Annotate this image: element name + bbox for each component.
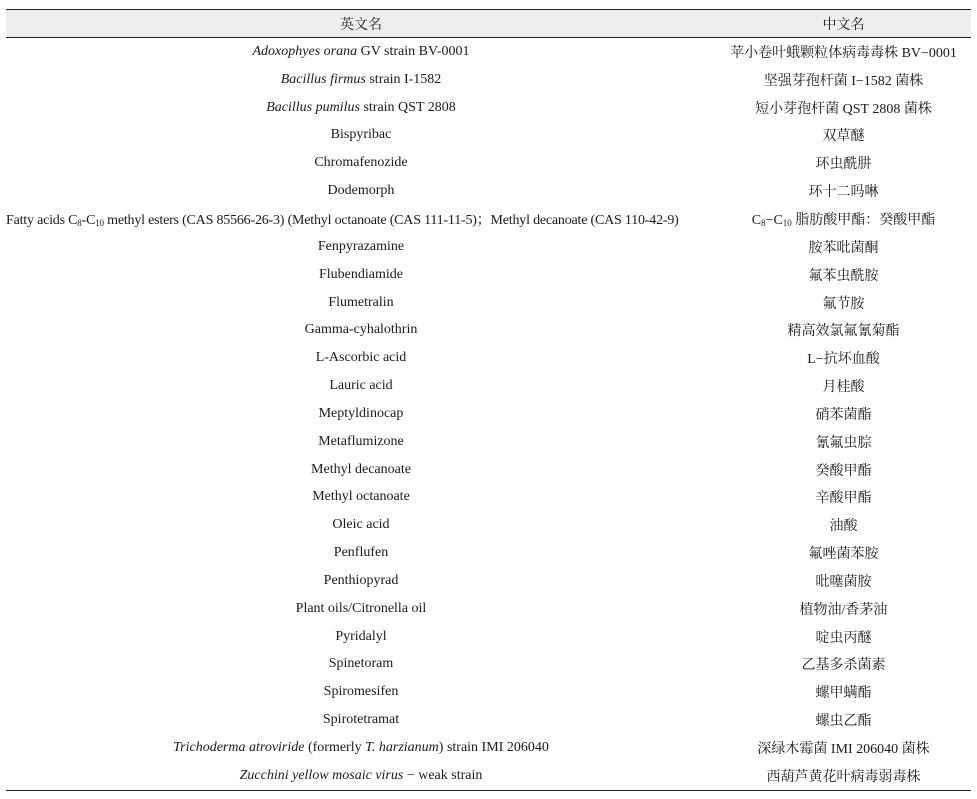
chinese-name-text: 植物油/香茅油: [799, 602, 888, 618]
english-name-cell: [6, 183, 716, 199]
english-name-cell: [6, 155, 716, 171]
chinese-name-cell: [716, 654, 971, 674]
english-name-cell: [6, 712, 716, 728]
english-name-cell: [6, 768, 716, 784]
table-row: [6, 122, 971, 150]
english-name-text: Penflufen: [333, 545, 389, 561]
table-row: [6, 678, 971, 706]
chinese-name-text: 坚强芽孢杆菌 I−1582 菌株: [763, 73, 924, 89]
chinese-name-text: 双草醚: [822, 129, 865, 145]
english-name-text: strain QST 2808: [359, 99, 456, 115]
english-name-text: Gamma-cyhalothrin: [304, 322, 418, 338]
table-row: [6, 706, 971, 734]
table-row: [6, 38, 971, 66]
chinese-name-cell: [716, 710, 971, 730]
table-row: [6, 511, 971, 539]
table-bottom-rule: [6, 790, 971, 791]
table-header-row: [6, 10, 971, 37]
subscript: 8: [761, 217, 766, 228]
english-name-text: Plant oils/Citronella oil: [295, 600, 427, 616]
english-name-cell: [6, 322, 716, 338]
chinese-name-text: 螺甲螨酯: [815, 686, 872, 702]
english-name-cell: [6, 44, 716, 60]
english-name-italic: Bacillus pumilus: [266, 99, 360, 115]
english-name-text: Chromafenozide: [314, 155, 408, 171]
chinese-name-cell: [716, 599, 971, 619]
table-body: [6, 38, 971, 790]
chinese-name-text: 癸酸甲酯: [815, 463, 872, 479]
table-row: [6, 289, 971, 317]
table-row: [6, 762, 971, 790]
english-name-cell: [6, 239, 716, 255]
english-name-italic: Adoxophyes orana: [252, 43, 358, 59]
chinese-name-text: 环虫酰肼: [815, 157, 872, 173]
chinese-name-cell: [716, 487, 971, 507]
english-name-text: Metaflumizone: [318, 433, 404, 449]
english-name-text: Spirotetramat: [322, 712, 400, 728]
chinese-name-cell: [716, 376, 971, 396]
chinese-name-cell: [716, 320, 971, 340]
english-name-cell: [6, 629, 716, 645]
table-row: [6, 149, 971, 177]
english-name-text: -C: [81, 212, 96, 228]
chinese-name-text: 精高效氯氟氰菊酯: [787, 324, 900, 340]
chinese-name-text: L−抗坏血酸: [807, 352, 880, 368]
table-row: [6, 261, 971, 289]
english-name-text: Spiromesifen: [323, 684, 399, 700]
table-row: [6, 484, 971, 512]
english-name-cell: [6, 72, 716, 88]
chinese-name-cell: [716, 515, 971, 535]
subscript: 10: [782, 217, 792, 228]
chinese-name-cell: [716, 766, 971, 786]
english-name-text: Meptyldinocap: [318, 405, 404, 421]
english-name-cell: [6, 209, 716, 229]
chinese-name-text: 月桂酸: [822, 380, 865, 396]
chinese-name-text: 乙基多杀菌素: [801, 658, 886, 674]
english-name-cell: [6, 127, 716, 143]
chinese-name-text: 吡噻菌胺: [815, 574, 872, 590]
chinese-name-cell: [716, 153, 971, 173]
chinese-name-text: 胺苯吡菌酮: [808, 240, 879, 256]
chinese-name-text: 螺虫乙酯: [815, 714, 872, 730]
chinese-name-cell: [716, 209, 971, 229]
english-name-text: GV strain BV-0001: [357, 43, 470, 59]
english-name-text: Dodemorph: [327, 183, 395, 199]
english-name-cell: [6, 601, 716, 617]
table-row: [6, 734, 971, 762]
table-row: [6, 567, 971, 595]
chinese-name-text: 氟苯虫酰胺: [808, 268, 879, 284]
english-name-text: − weak strain: [403, 767, 483, 783]
chinese-name-cell: [716, 293, 971, 313]
chinese-name-cell: [716, 682, 971, 702]
chinese-name-text: 脂肪酸甲酯：癸酸甲酯: [791, 212, 936, 228]
english-name-text: Penthiopyrad: [323, 572, 399, 588]
english-name-text: Oleic acid: [332, 517, 390, 533]
english-name-text: Fatty acids C: [6, 212, 78, 228]
chinese-name-cell: [716, 738, 971, 758]
chinese-name-cell: [716, 404, 971, 424]
english-name-cell: [6, 406, 716, 422]
chinese-name-cell: [716, 571, 971, 591]
english-name-cell: [6, 462, 716, 478]
english-name-text: Bispyribac: [330, 127, 392, 143]
chinese-name-text: 短小芽孢杆菌 QST 2808 菌株: [755, 101, 932, 117]
table-row: [6, 372, 971, 400]
english-name-cell: [6, 684, 716, 700]
table-row: [6, 623, 971, 651]
chinese-name-cell: [716, 125, 971, 145]
table-row: [6, 651, 971, 679]
english-name-cell: [6, 350, 716, 366]
english-name-cell: [6, 740, 716, 756]
chinese-name-cell: [716, 70, 971, 90]
chinese-name-cell: [716, 181, 971, 201]
english-name-text: Flubendiamide: [319, 266, 403, 282]
chinese-name-cell: [716, 265, 971, 285]
table-row: [6, 400, 971, 428]
english-name-text: Methyl decanoate: [311, 461, 411, 477]
table-row: [6, 456, 971, 484]
english-name-cell: [6, 295, 716, 311]
english-name-cell: [6, 100, 716, 116]
english-name-text: (formerly: [304, 740, 366, 756]
english-name-text: Pyridalyl: [335, 628, 387, 644]
table-row: [6, 233, 971, 261]
chinese-name-text: 硝苯菌酯: [815, 407, 872, 423]
english-name-cell: [6, 489, 716, 505]
english-name-text: strain I-1582: [365, 71, 442, 87]
chinese-name-text: 苹小卷叶蛾颗粒体病毒毒株 BV−0001: [730, 45, 957, 61]
english-name-text: L-Ascorbic acid: [315, 350, 407, 366]
chinese-name-text: 氟节胺: [822, 296, 865, 312]
english-name-text: Flumetralin: [328, 294, 394, 310]
table-row: [6, 539, 971, 567]
chinese-name-text: 啶虫丙醚: [815, 630, 872, 646]
table-row: [6, 94, 971, 122]
table-row: [6, 428, 971, 456]
header-chinese-name: 中文名: [822, 17, 865, 33]
table-row: [6, 595, 971, 623]
table-row: [6, 66, 971, 94]
english-name-text: Spinetoram: [328, 656, 394, 672]
chinese-name-text: 辛酸甲酯: [815, 491, 872, 507]
english-name-italic: Bacillus firmus: [280, 71, 366, 87]
subscript: 8: [77, 217, 82, 228]
table-row: [6, 177, 971, 205]
chinese-name-cell: [716, 543, 971, 563]
chinese-name-cell: [716, 42, 971, 62]
chinese-name-text: 深绿木霉菌 IMI 206040 菌株: [757, 742, 930, 758]
chinese-name-text: 氰氟虫腙: [815, 435, 872, 451]
table-row: [6, 205, 971, 233]
chinese-name-cell: [716, 348, 971, 368]
table-row: [6, 344, 971, 372]
table-row: [6, 316, 971, 344]
english-name-text: Methyl octanoate: [312, 489, 410, 505]
english-name-cell: [6, 656, 716, 672]
chinese-name-cell: [716, 627, 971, 647]
chinese-name-text: C: [751, 212, 762, 228]
english-name-cell: [6, 517, 716, 533]
english-name-cell: [6, 378, 716, 394]
chinese-name-text: 油酸: [829, 519, 858, 535]
subscript: 10: [95, 217, 104, 228]
chinese-name-text: 氟唑菌苯胺: [808, 547, 879, 563]
chinese-name-text: −C: [765, 212, 783, 228]
chinese-name-cell: [716, 432, 971, 452]
english-name-italic: T. harzianum: [365, 740, 439, 756]
english-name-cell: [6, 267, 716, 283]
chinese-name-text: 环十二吗啉: [808, 185, 879, 201]
chinese-name-cell: [716, 460, 971, 480]
english-name-cell: [6, 573, 716, 589]
chinese-name-text: 西葫芦黄花叶病毒弱毒株: [766, 769, 921, 785]
english-name-text: Lauric acid: [329, 378, 393, 394]
english-name-cell: [6, 545, 716, 561]
english-name-text: ) strain IMI 206040: [438, 740, 549, 756]
english-name-cell: [6, 434, 716, 450]
english-name-italic: Trichoderma atroviride: [173, 740, 305, 756]
english-name-italic: Zucchini yellow mosaic virus: [239, 767, 404, 783]
english-name-text: Fenpyrazamine: [317, 238, 405, 254]
chinese-name-cell: [716, 237, 971, 257]
chinese-name-cell: [716, 98, 971, 118]
header-english-name: 英文名: [340, 17, 382, 33]
pesticide-name-table: [6, 9, 971, 791]
english-name-text: methyl esters (CAS 85566-26-3) (Methyl octanoate (CAS 111-11-5)；Methyl decanoate (CAS 110-42-9): [103, 212, 679, 228]
